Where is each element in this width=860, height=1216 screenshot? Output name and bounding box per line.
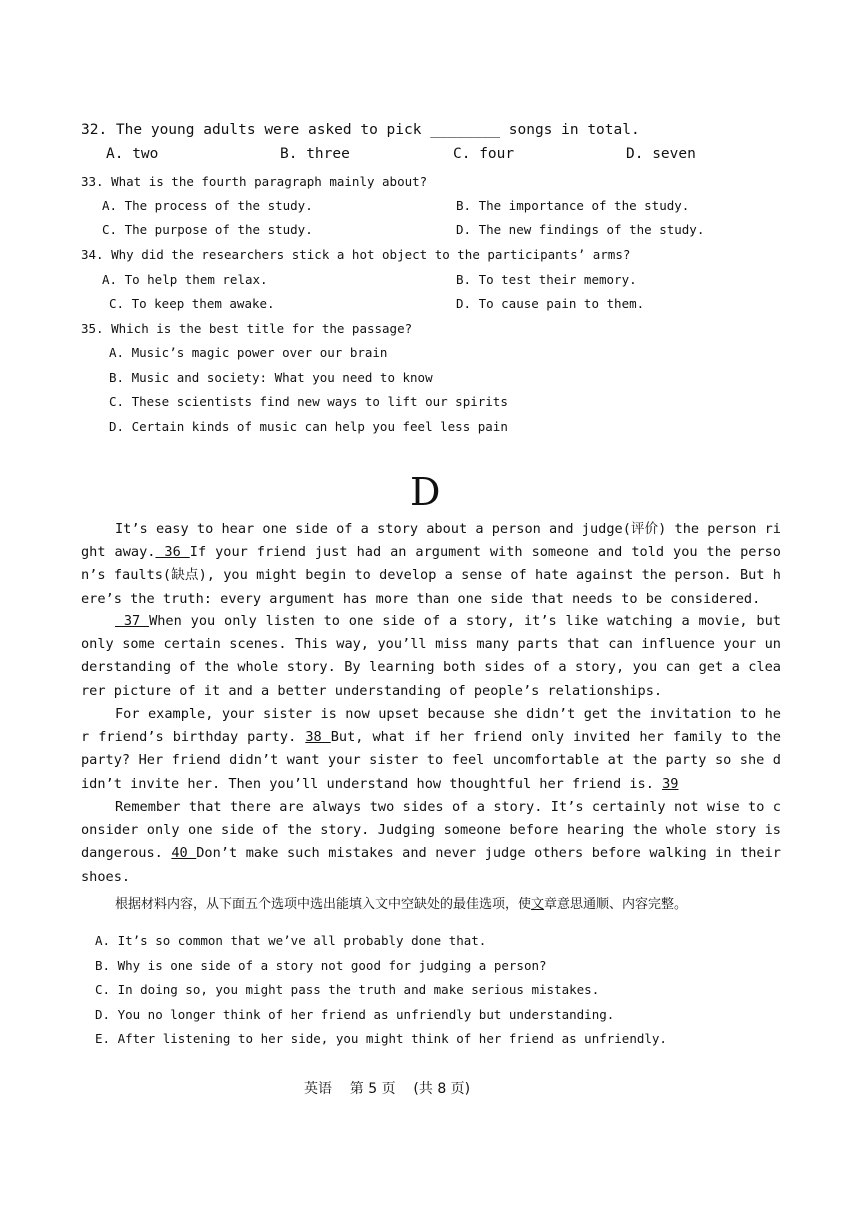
blank-40: 40: [171, 845, 197, 862]
choice-a: A. It’s so common that we’ve all probably done that.: [95, 933, 487, 948]
q32-option-b: B. three: [280, 146, 350, 162]
q35-option-b: B. Music and society: What you need to know: [109, 370, 433, 385]
q32-option-d: D. seven: [626, 146, 696, 162]
q32-stem: 32. The young adults were asked to pick ________ songs in total.: [81, 122, 640, 138]
q32-option-c: C. four: [453, 146, 515, 162]
q35-stem: 35. Which is the best title for the passage?: [81, 321, 413, 336]
p4-text-b: Don’t make such mistakes and never judge others before walking in their shoes.: [81, 845, 781, 885]
q32-option-a: A. two: [106, 146, 159, 162]
blank-38: 38: [305, 729, 331, 746]
p3-text-b: But, what if her friend only invited her family to the party? Her friend didn’t want your sister to feel uncomfortable at the party so she didn’t invite her. Then you’ll understand how thoughtful her friend is.: [81, 729, 781, 792]
blank-36: 36: [155, 544, 190, 561]
section-title: D: [410, 470, 441, 514]
q33-option-b: B. The importance of the study.: [456, 198, 690, 213]
q33-option-a: A. The process of the study.: [102, 198, 313, 213]
passage-paragraph-4: [81, 796, 781, 889]
page-footer: 英语 第 5 页 (共 8 页): [304, 1081, 471, 1097]
q33-option-c: C. The purpose of the study.: [102, 222, 313, 237]
choice-e: E. After listening to her side, you might think of her friend as unfriendly.: [95, 1031, 667, 1046]
p1-text-b: If your friend just had an argument with someone and told you the person’s faults(缺点), you might begin to develop a sense of hate against the person. But here’s the truth: every argument has more than one side that needs to be considered.: [81, 544, 781, 607]
passage-paragraph-2: [81, 610, 781, 703]
instruction-text: 根据材料内容，从下面五个选项中选出能填入文中空缺处的最佳选项，使文章意思通顺、内容完整。: [115, 897, 688, 912]
q33-stem: 33. What is the fourth paragraph mainly about?: [81, 174, 428, 189]
q35-option-d: D. Certain kinds of music can help you feel less pain: [109, 419, 508, 434]
q34-option-b: B. To test their memory.: [456, 272, 637, 287]
passage-paragraph-3: [81, 703, 781, 796]
q35-option-a: A. Music’s magic power over our brain: [109, 345, 388, 360]
q34-option-c: C. To keep them awake.: [109, 296, 275, 311]
q34-stem: 34. Why did the researchers stick a hot object to the participants’ arms?: [81, 247, 631, 262]
q33-option-d: D. The new findings of the study.: [456, 222, 705, 237]
passage-paragraph-1: [81, 518, 781, 611]
p3-text-a: For example, your sister is now upset because she didn’t get the invitation to her friend’s birthday party.: [81, 706, 781, 746]
choice-b: B. Why is one side of a story not good for judging a person?: [95, 958, 547, 973]
q34-option-d: D. To cause pain to them.: [456, 296, 645, 311]
p1-text-a: It’s easy to hear one side of a story about a person and judge(评价) the person right away.: [81, 521, 781, 561]
choice-d: D. You no longer think of her friend as unfriendly but understanding.: [95, 1007, 615, 1022]
p2-text: When you only listen to one side of a story, it’s like watching a movie, but only some certain scenes. This way, you’ll miss many parts that can influence your understanding of the whole story. By learning both sides of a story, you can get a clearer picture of it and a better understanding of people’s relationships.: [81, 613, 781, 699]
q34-option-a: A. To help them relax.: [102, 272, 268, 287]
choice-c: C. In doing so, you might pass the truth and make serious mistakes.: [95, 982, 600, 997]
blank-37: 37: [115, 613, 150, 629]
p4-text-a: Remember that there are always two sides of a story. It’s certainly not wise to consider only one side of the story. Judging someone before hearing the whole story is dangerous.: [81, 799, 781, 862]
q35-option-c: C. These scientists find new ways to lift our spirits: [109, 394, 508, 409]
blank-39: 39: [662, 775, 679, 792]
